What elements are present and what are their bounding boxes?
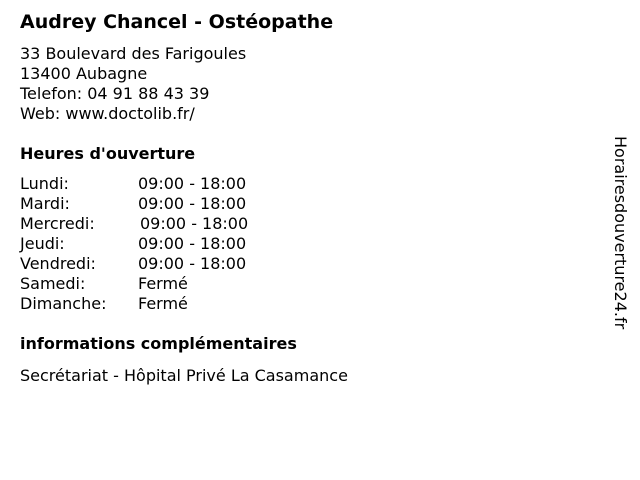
street-address: 33 Boulevard des Farigoules: [20, 44, 247, 63]
opening-hours-table: [20, 174, 600, 314]
time-value: 09:00 - 18:00: [138, 234, 247, 253]
hours-row-sunday: [20, 294, 600, 314]
day-label: Lundi:: [20, 174, 69, 193]
day-label: Samedi:: [20, 274, 86, 293]
city-line: 13400 Aubagne: [20, 64, 148, 83]
hours-row-friday: [20, 254, 600, 274]
day-label: Dimanche:: [20, 294, 107, 313]
business-name: Audrey Chancel - Ostéopathe: [20, 11, 334, 33]
additional-info-text: Secrétariat - Hôpital Privé La Casamance: [20, 366, 348, 385]
business-card: [20, 10, 600, 386]
opening-hours-title: Heures d'ouverture: [20, 144, 196, 163]
time-value: 09:00 - 18:00: [138, 194, 247, 213]
hours-row-monday: [20, 174, 600, 194]
day-label: Jeudi:: [20, 234, 65, 253]
hours-row-thursday: [20, 234, 600, 254]
day-label: Vendredi:: [20, 254, 96, 273]
time-value: 09:00 - 18:00: [140, 214, 249, 233]
site-watermark: Horairesdouverture24.fr: [611, 136, 630, 330]
hours-row-tuesday: [20, 194, 600, 214]
hours-row-saturday: [20, 274, 600, 294]
additional-info-title: informations complémentaires: [20, 334, 297, 353]
address-block: [20, 44, 600, 124]
day-label: Mardi:: [20, 194, 70, 213]
day-label: Mercredi:: [20, 214, 95, 233]
time-value: 09:00 - 18:00: [138, 174, 247, 193]
hours-row-wednesday: [20, 214, 600, 234]
time-value: 09:00 - 18:00: [138, 254, 247, 273]
phone-line: Telefon: 04 91 88 43 39: [20, 84, 210, 103]
website-line: Web: www.doctolib.fr/: [20, 104, 195, 123]
time-value: Fermé: [138, 274, 188, 293]
time-value: Fermé: [138, 294, 188, 313]
